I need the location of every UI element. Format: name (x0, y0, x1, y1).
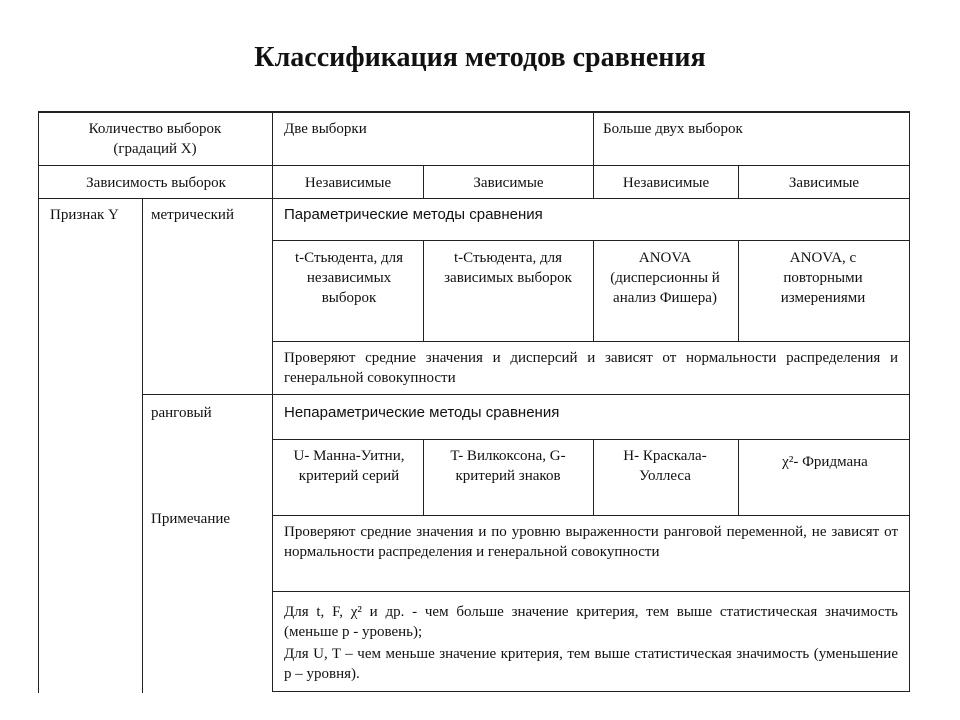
metric-rank-divider (142, 394, 910, 395)
note-line-larger: Для t, F, χ² и др. - чем больше значение критерия, тем выше статистическая значимость (меньше р - уровень); (284, 604, 898, 640)
nonparam-divider-3 (738, 439, 739, 515)
dependent-two-header: Зависимые (473, 175, 544, 191)
nonparam-method-kruskal-wallis: H- Краскала- Уоллеса (623, 448, 707, 484)
param-divider-3 (738, 240, 739, 341)
table-top-border (38, 111, 910, 113)
two-samples-header: Две выборки (284, 121, 367, 137)
nonparam-divider-2 (593, 439, 594, 515)
note-line-smaller: Для U, T – чем меньше значение критерия, тем выше статистическая значимость (уменьшение р – уровня). (284, 646, 898, 682)
param-method-t-dependent: t-Стьюдента, для зависимых выборок (444, 250, 572, 286)
parametric-heading: Параметрические методы сравнения (284, 206, 543, 223)
page-title: Классификация методов сравнения (254, 42, 706, 73)
param-method-anova-repeated: ANOVA, с повторными измерениями (780, 250, 866, 306)
nonparametric-description: Проверяют средние значения и по уровню выраженности ранговой переменной, не зависят от нормальности распределения и генеральной совокупности (284, 524, 898, 560)
dependency-row-divider (38, 198, 910, 199)
header-row-divider (38, 165, 910, 166)
param-divider-1 (423, 240, 424, 341)
more-samples-header: Больше двух выборок (603, 121, 743, 137)
dependent-more-header: Зависимые (788, 175, 860, 191)
param-methods-divider (272, 341, 910, 342)
nonparam-method-wilcoxon: T- Вилкоксона, G- критерий знаков (450, 448, 566, 484)
param-divider-2 (593, 240, 594, 341)
nonparam-method-friedman: χ²- Фридмана (782, 454, 868, 470)
nonparam-heading-divider (272, 439, 910, 440)
dependency-header: Зависимость выборок (86, 175, 226, 191)
independent-more-header: Независимые (622, 175, 710, 191)
rank-label: ранговый (151, 405, 212, 421)
nonparametric-heading: Непараметрические методы сравнения (284, 404, 560, 421)
param-method-anova: ANOVA (дисперсионны й анализ Фишера) (610, 250, 720, 306)
parametric-description: Проверяют средние значения и дисперсий и зависят от нормальности распределения и генеральной совокупности (284, 350, 898, 386)
independent-two-header: Независимые (304, 175, 392, 191)
feature-label: Признак Y (50, 207, 119, 223)
nonparam-divider-1 (423, 439, 424, 515)
sample-count-header: Количество выборок (градаций X) (88, 121, 222, 157)
param-heading-divider (272, 240, 910, 241)
feature-column-divider (142, 198, 143, 693)
nonparam-methods-divider (272, 515, 910, 516)
table-bottom-border (272, 691, 910, 692)
table-left-border (38, 111, 39, 693)
metric-label: метрический (151, 207, 234, 223)
methods-column-divider (272, 111, 273, 692)
note-label: Примечание (151, 511, 231, 527)
nonparam-desc-divider (272, 591, 910, 592)
nonparam-method-mann-whitney: U- Манна-Уитни, критерий серий (293, 448, 405, 484)
param-method-t-independent: t-Стьюдента, для независимых выборок (294, 250, 404, 306)
table-right-border (909, 111, 910, 692)
